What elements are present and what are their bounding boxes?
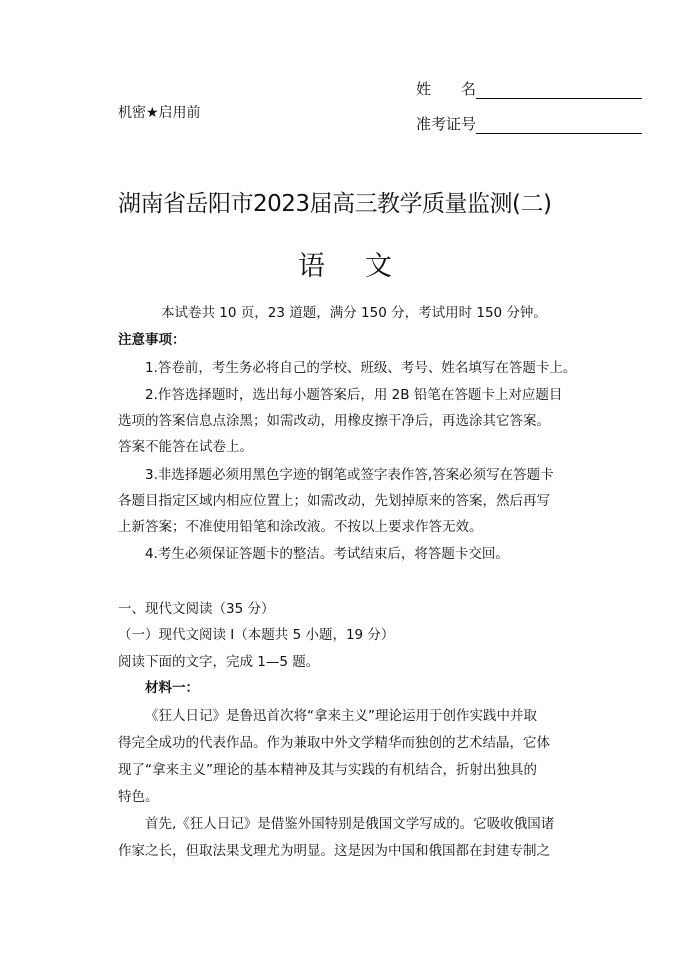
intro-line: 本试卷共 10 页，23 道题，满分 150 分，考试用时 150 分钟。 xyxy=(161,305,547,321)
secret-mark: 机密★启用前 xyxy=(118,105,201,121)
id-label: 准考证号 xyxy=(416,115,477,133)
section-instruction: 阅读下面的文字，完成 1—5 题。 xyxy=(118,654,320,670)
material-label: 材料一： xyxy=(145,680,199,696)
note-line: 上新答案；不准使用铅笔和涂改液。不按以上要求作答无效。 xyxy=(118,519,483,535)
paragraph-line: 首先,《狂人日记》是借鉴外国特别是俄国文学写成的。它吸收俄国诸 xyxy=(145,816,555,832)
paragraph-line: 特色。 xyxy=(118,789,159,805)
note-line: 4.考生必须保证答题卡的整洁。考试结束后，将答题卡交回。 xyxy=(145,546,509,562)
name-label: 姓 名 xyxy=(416,80,477,98)
note-line: 2.作答选择题时，选出每小题答案后，用 2B 铅笔在答题卡上对应题目 xyxy=(145,387,563,403)
exam-title: 湖南省岳阳市2023届高三教学质量监测(二) xyxy=(118,191,552,217)
id-field xyxy=(416,113,642,134)
paragraph-line: 作家之长，但取法果戈理尤为明显。这是因为中国和俄国都在封建专制之 xyxy=(118,843,550,859)
paragraph-line: 得完全成功的代表作品。作为兼取中外文学精华而独创的艺术结晶，它体 xyxy=(118,735,550,751)
paragraph-line: 《狂人日记》是鲁迅首次将“拿来主义”理论运用于创作实践中并取 xyxy=(145,708,537,724)
note-line: 3.非选择题必须用黑色字迹的钢笔或签字表作答,答案必须写在答题卡 xyxy=(145,467,554,483)
note-line: 选项的答案信息点涂黑；如需改动，用橡皮擦干净后，再选涂其它答案。 xyxy=(118,413,550,429)
section-subheading: （一）现代文阅读 I（本题共 5 小题，19 分） xyxy=(118,627,395,643)
name-blank-line xyxy=(476,81,642,99)
section-heading: 一、现代文阅读（35 分） xyxy=(118,601,275,617)
notes-heading: 注意事项： xyxy=(118,332,186,348)
name-field xyxy=(416,78,642,99)
note-line: 各题目指定区域内相应位置上；如需改动，先划掉原来的答案，然后再写 xyxy=(118,493,550,509)
id-blank-line xyxy=(476,116,642,134)
note-line: 答案不能答在试卷上。 xyxy=(118,439,253,455)
paragraph-line: 现了“拿来主义”理论的基本精神及其与实践的有机结合，折射出独具的 xyxy=(118,762,537,778)
note-line: 1.答卷前，考生务必将自己的学校、班级、考号、姓名填写在答题卡上。 xyxy=(145,360,577,376)
subject-title: 语文 xyxy=(298,251,432,282)
